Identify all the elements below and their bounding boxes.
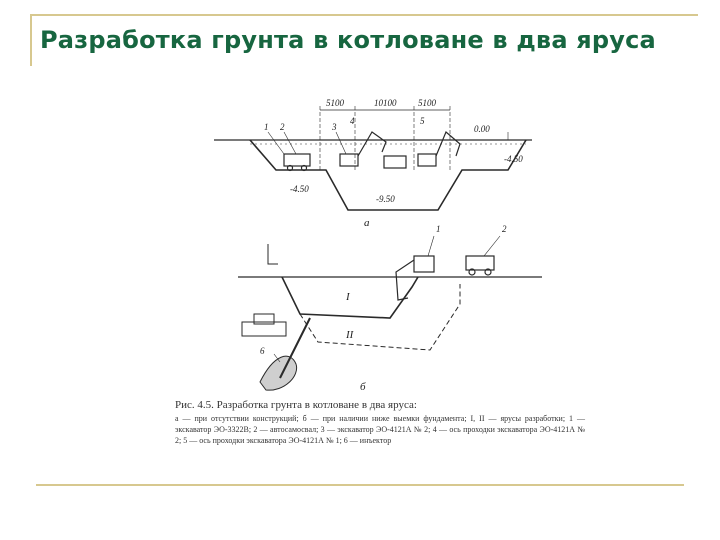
excavation-figure [150,92,590,460]
wall-marker-b [268,244,278,264]
excavator-b-body [414,256,434,272]
title-frame-left-line [30,14,32,66]
leader-b-2 [484,236,500,256]
callout-a-3: 3 [332,122,337,132]
tier-label-2: II [346,329,354,341]
dim-label-3: 5100 [418,98,436,108]
leader-b-1 [428,236,434,256]
elev-label-0: 0.00 [474,124,490,134]
callout-b-6: 6 [260,346,265,356]
excavator-b-boom [396,260,414,300]
elev-label-bottom: -9.50 [376,194,395,204]
callout-b-2: 2 [502,224,507,234]
callout-a-5: 5 [420,116,425,126]
leader-2 [284,132,296,154]
elev-label-left: -4.50 [504,154,523,164]
part-b-label: б [360,381,366,393]
elev-label-right: -4.50 [290,184,309,194]
truck-b [384,156,406,168]
dim-label-1: 5100 [326,98,344,108]
truck-b-body [466,256,494,270]
leader-3 [336,132,346,154]
bottom-rule [36,484,684,486]
truck-a [284,154,310,166]
callout-a-1: 1 [264,122,269,132]
excavator-5-body [418,154,436,166]
callout-a-4: 4 [350,116,355,126]
dim-label-2: 10100 [374,98,397,108]
injected-soil-zone [260,356,297,390]
tier-label-1: I [346,291,350,303]
leader-1 [268,132,284,154]
figure-caption [175,399,585,446]
part-b-section [238,236,542,390]
part-a-section [214,106,532,210]
slide-title: Разработка грунта в котловане в два яруса [40,26,656,54]
callout-a-2: 2 [280,122,285,132]
caption-title: Рис. 4.5. Разработка грунта в котловане в два яруса: [175,399,417,411]
part-a-label: а [364,217,370,229]
callout-b-1: 1 [436,224,441,234]
title-frame-top-line [30,14,698,16]
caption-body: а — при отсутствии конструкций; б — при наличии ниже выемки фундамента; I, II — ярусы разработки; 1 — экскаватор ЭО-3322В; 2 — автосамосвал; 3 — экскаватор ЭО-4121А № 2; 4 — ось проходки экскаватора ЭО-4121А № 2; 5 — ось проходки экскаватора ЭО-4121А № 1; 6 — инъектор [175,414,585,445]
